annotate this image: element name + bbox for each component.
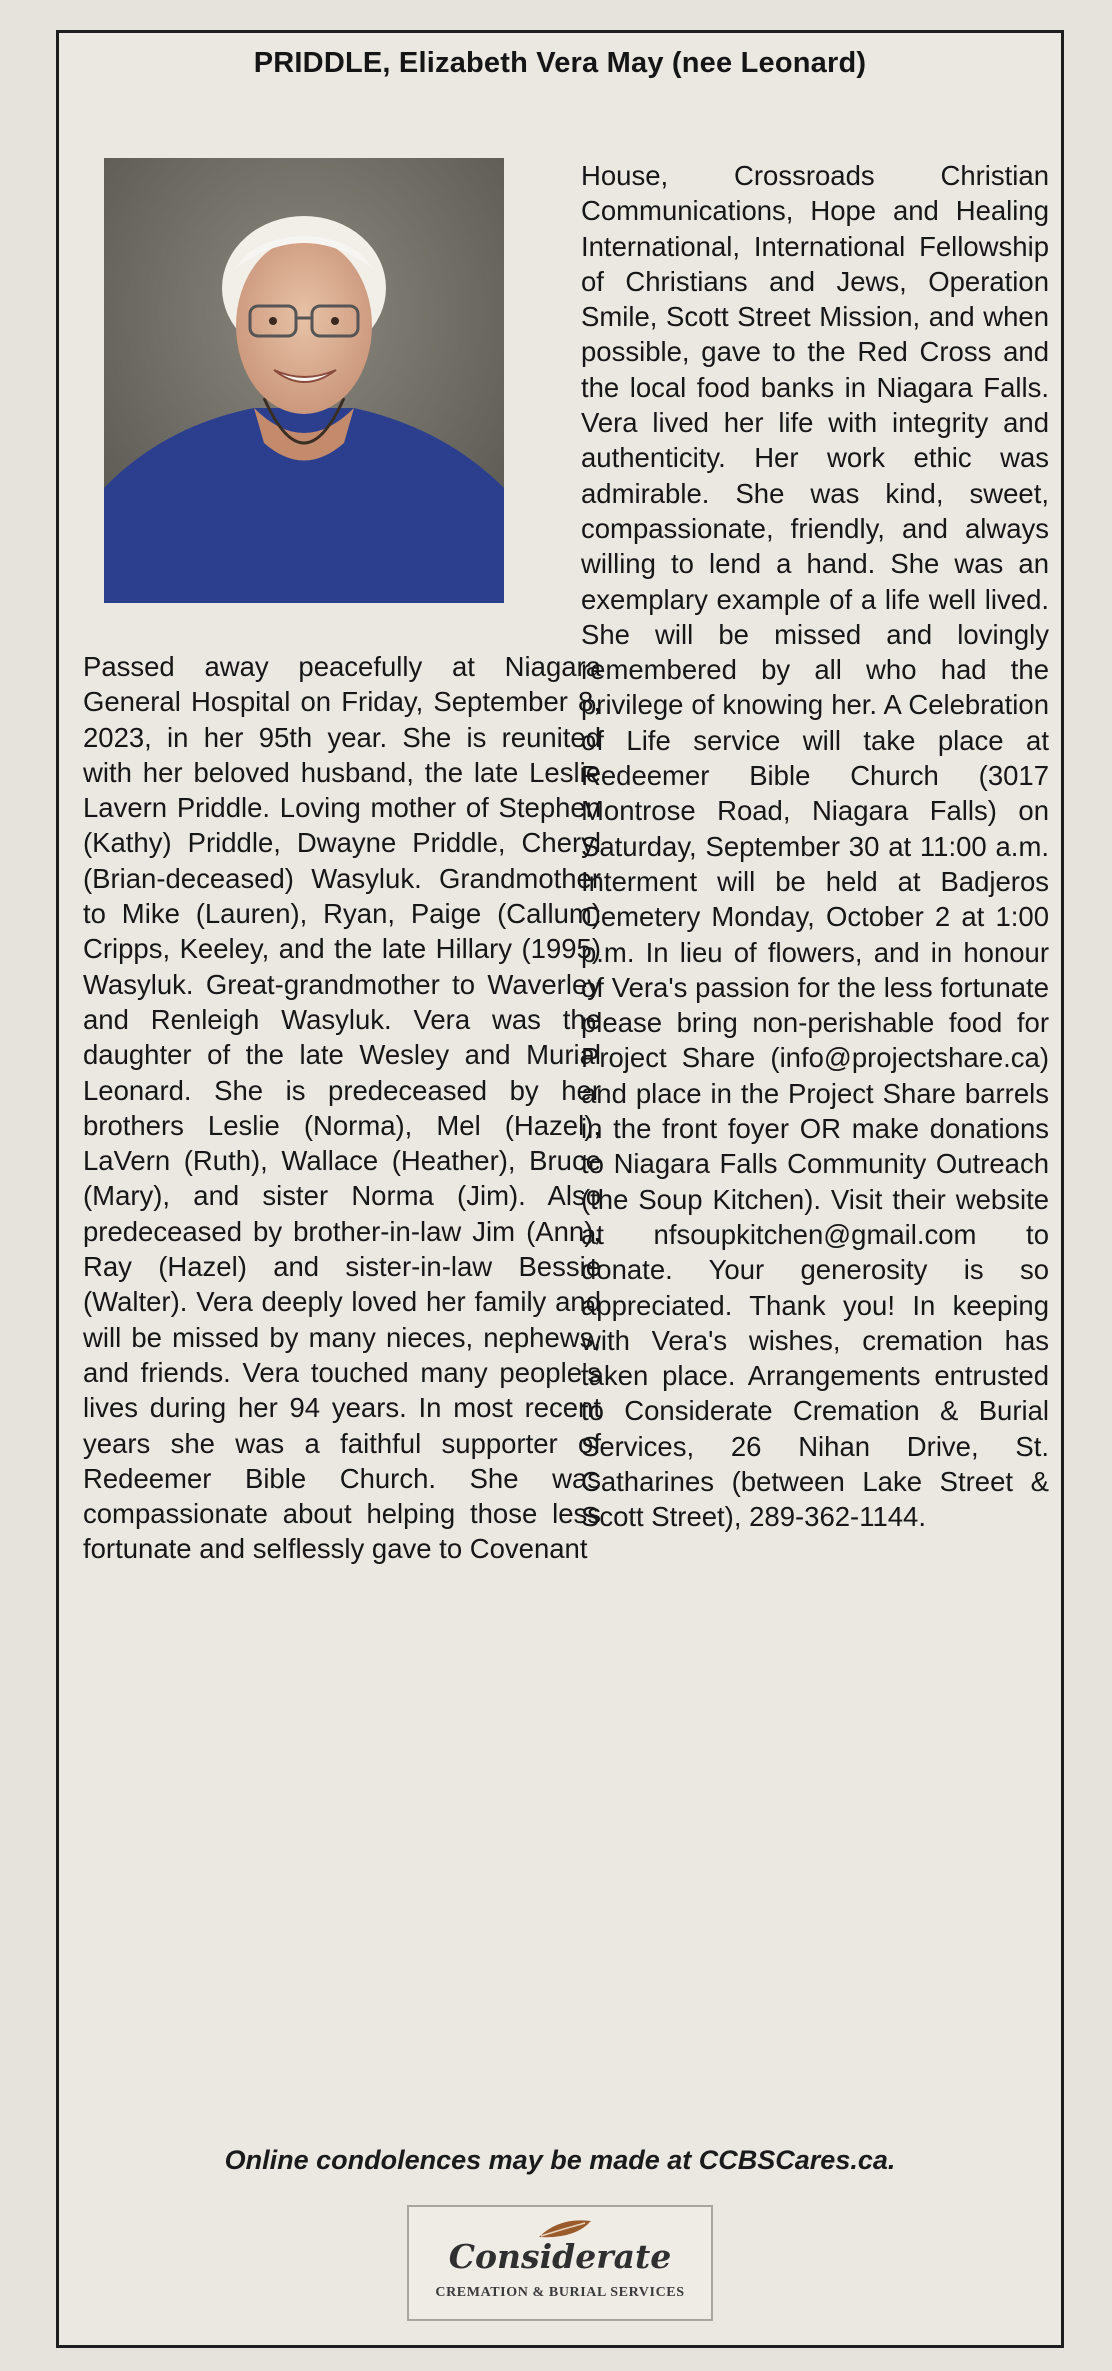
obituary-title: PRIDDLE, Elizabeth Vera May (nee Leonard): [253, 47, 867, 79]
portrait-illustration: [104, 158, 504, 603]
obituary-paragraph-left: Passed away peacefully at Niagara General Hospital on Friday, September 8, 2023, in her 95th year. She is reunited with her beloved husband, the late Leslie Lavern Priddle. Loving mother of Stephen (Kathy) Priddle, Dwayne Priddle, Cheryl (Brian-deceased) Wasyluk. Grandmother to Mike (Lauren), Ryan, Paige (Callum) Cripps, Keeley, and the late Hillary (1995) Wasyluk. Great-grandmother to Waverley and Renleigh Wasyluk. Vera was the daughter of the late Wesley and Murial Leonard. She is predeceased by her brothers Leslie (Norma), Mel (Hazel), LaVern (Ruth), Wallace (Heather), Bruce (Mary), and sister Norma (Jim). Also predeceased by brother-in-law Jim (Ann), Ray (Hazel) and sister-in-law Bessie (Walter). Vera deeply loved her family and will be missed by many nieces, nephews, and friends. Vera touched many people's lives during her 94 years. In most recent years she was a faithful supporter of Redeemer Bible Church. She was compassionate about helping those less fortunate and selflessly gave to Covenant: [83, 651, 601, 1565]
obituary-paragraph-right: House, Crossroads Christian Communications, Hope and Healing International, International Fellowship of Christians and Jews, Operation Smile, Scott Street Mission, and when possible, gave to the Red Cross and the local food banks in Niagara Falls. Vera lived her life with integrity and authenticity. Her work ethic was admirable. She was kind, sweet, compassionate, friendly, and always willing to lend a hand. She was an exemplary example of a life well lived. She will be missed and lovingly remembered by all who had the privilege of knowing her. A Celebration of Life service will take place at Redeemer Bible Church (3017 Montrose Road, Niagara Falls) on Saturday, September 30 at 11:00 a.m. Interment will be held at Badjeros Cemetery Monday, October 2 at 1:00 p.m. In lieu of flowers, and in honour of Vera's passion for the less fortunate please bring non-perishable food for Project Share (info@projectshare.ca) and place in the Project Share barrels in the front foyer OR make donations to Niagara Falls Community Outreach (the Soup Kitchen). Visit their website at nfsoupkitchen@gmail.com to donate. Your generosity is so appreciated. Thank you! In keeping with Vera's wishes, cremation has taken place. Arrangements entrusted to Considerate Cremation & Burial Services, 26 Nihan Drive, St. Catharines (between Lake Street & Scott Street), 289-362-1144.: [581, 160, 1049, 1533]
condolences-line: Online condolences may be made at CCBSCares.ca.: [224, 2145, 896, 2175]
obituary-text-left-column: [83, 649, 601, 1567]
obituary-frame: [56, 30, 1064, 2348]
logo-name: Considerate: [448, 2237, 672, 2276]
obituary-text-right-column: [581, 158, 1049, 1535]
portrait-photo: [104, 158, 504, 603]
funeral-home-logo: [407, 2205, 713, 2321]
logo-subtitle: CREMATION & BURIAL SERVICES: [435, 2285, 685, 2300]
